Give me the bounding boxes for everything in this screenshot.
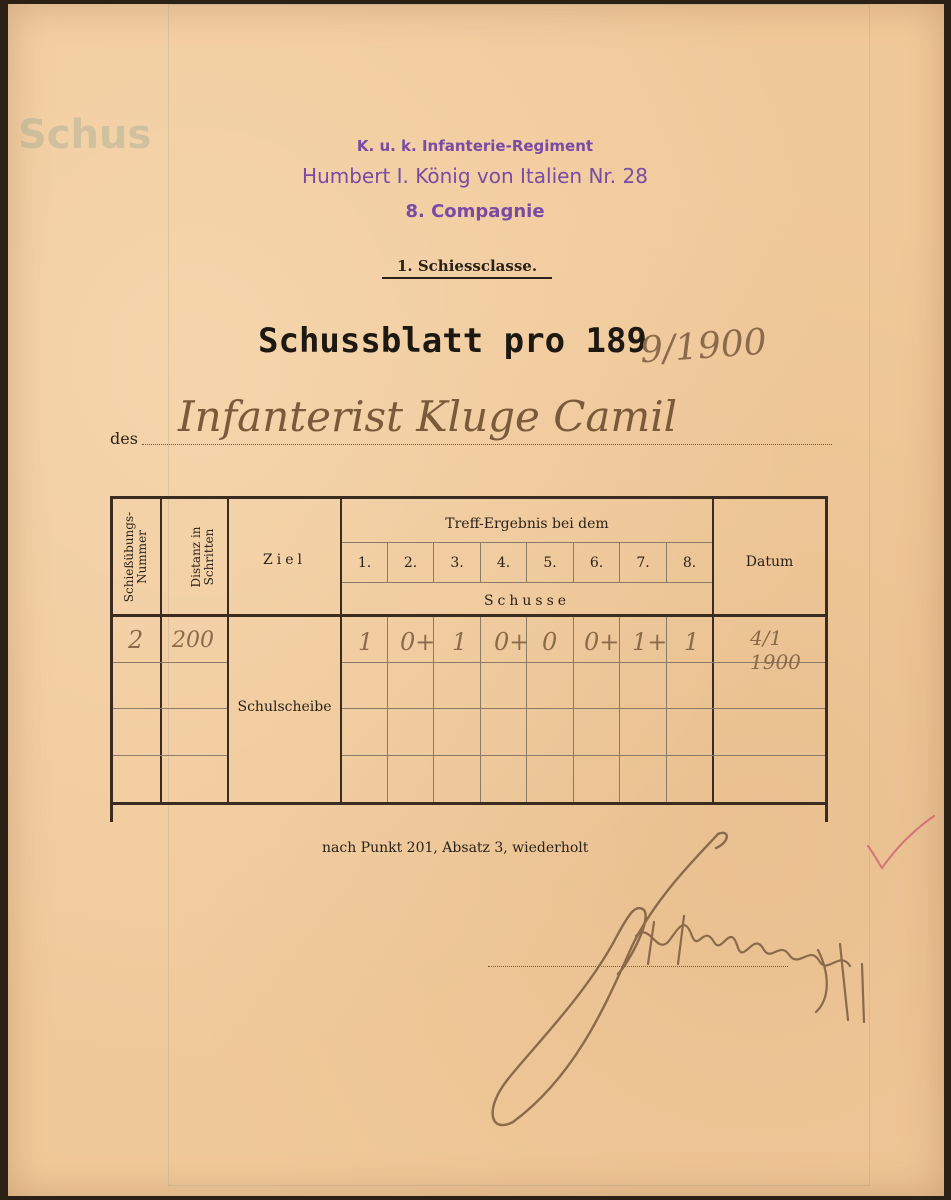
shot-number-6: 6. [589, 555, 604, 571]
signature-graphic [468, 824, 888, 1134]
page-title: Schussblatt pro 189 [258, 321, 647, 361]
soldier-name: Infanterist Kluge Camil [178, 392, 678, 441]
bleed-through-mark: Schus [18, 112, 152, 158]
shot-number-3: 3. [450, 555, 464, 571]
class-label: 1. Schiessclasse. [382, 257, 552, 279]
shot-number-1: 1. [357, 555, 372, 571]
des-label: des [110, 429, 138, 448]
col-header-schusse: Schusse [483, 593, 571, 609]
shot-number-4: 4. [496, 555, 511, 571]
row1-shot-7: 1+ [632, 628, 668, 656]
row1-shot-6: 0+ [584, 628, 620, 656]
shot-number-7: 7. [636, 555, 650, 571]
footer-note: nach Punkt 201, Absatz 3, wiederholt [322, 840, 589, 856]
col-header-datum: Datum [745, 554, 794, 570]
row1-nummer: 2 [128, 626, 144, 654]
document-page [8, 4, 944, 1196]
row1-datum: 4/1 1900 [750, 626, 801, 674]
col-header-ziel: Ziel [263, 552, 306, 568]
row1-shot-4: 0+ [494, 628, 530, 656]
row1-shot-5: 0 [542, 628, 558, 656]
row1-distanz: 200 [172, 628, 214, 653]
row1-shot-3: 1 [452, 628, 468, 656]
stamp-company: 8. Compagnie [405, 201, 545, 222]
results-table [110, 496, 828, 808]
col-header-schiessuebung: Schießübungs-Nummer [122, 511, 149, 603]
stamp-king: Humbert I. König von Italien Nr. 28 [302, 164, 648, 188]
col-header-distanz: Distanz in Schritten [189, 526, 216, 588]
title-handwritten-year: 9/1900 [638, 321, 768, 372]
row1-shot-2: 0+ [400, 628, 436, 656]
shot-number-8: 8. [682, 555, 697, 571]
shot-number-5: 5. [543, 555, 557, 571]
name-line [142, 444, 832, 445]
row1-shot-8: 1 [684, 628, 700, 656]
red-check-mark [866, 812, 936, 872]
col-header-treff: Treff-Ergebnis bei dem [445, 516, 609, 532]
stamp-regiment: K. u. k. Infanterie-Regiment [356, 137, 594, 155]
row1-shot-1: 1 [358, 628, 374, 656]
shot-number-2: 2. [403, 555, 418, 571]
ziel-value: Schulscheibe [237, 699, 332, 715]
